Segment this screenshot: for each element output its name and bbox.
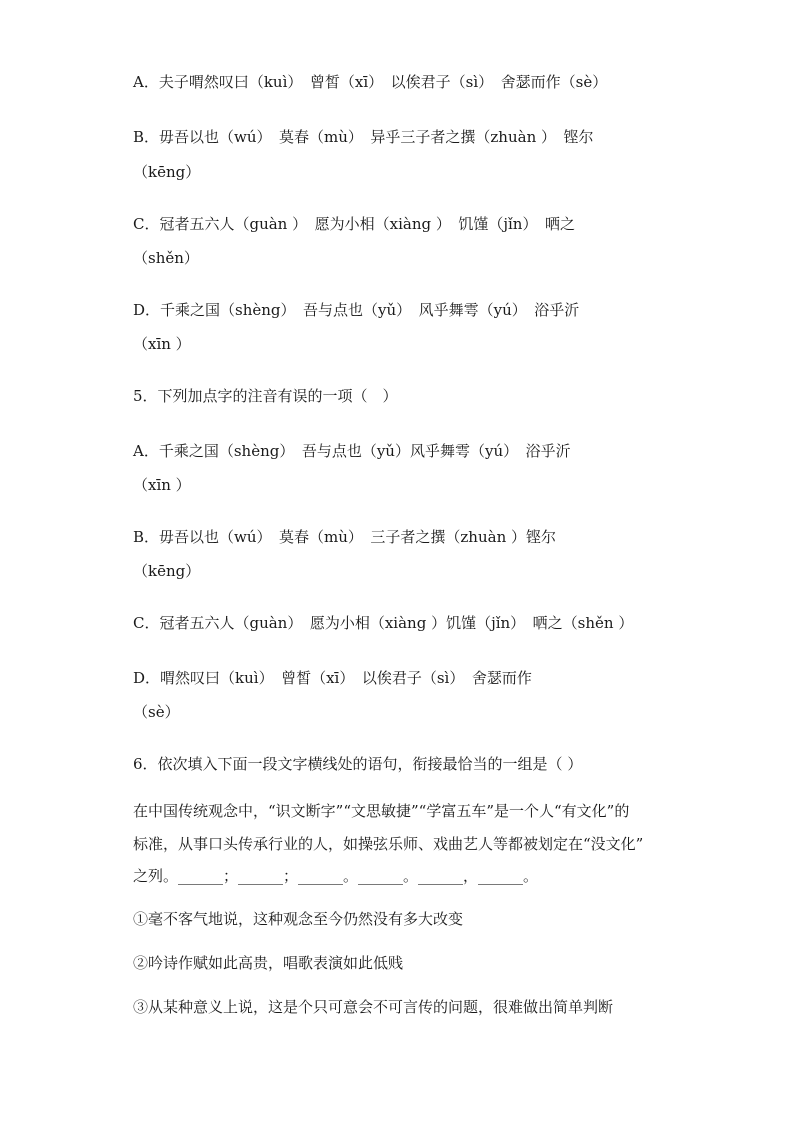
q5-option-a-line2: （xīn ） xyxy=(133,476,191,494)
q6-stem: 6．依次填入下面一段文字横线处的语句，衔接最恰当的一组是（ ） xyxy=(133,755,583,773)
q4-option-a: A．夫子喟然叹曰（kuì） 曾皙（xī） 以俟君子（sì） 舍瑟而作（sè） xyxy=(133,73,608,91)
q6-passage-line1: 在中国传统观念中，“识文断字”“文思敏捷”“学富五车”是一个人“有文化”的 xyxy=(133,802,630,820)
q6-option-1: ①毫不客气地说，这种观念至今仍然没有多大改变 xyxy=(133,910,464,928)
q4-option-b-line1: B．毋吾以也（wú） 莫春（mù） 异乎三子者之撰（zhuàn ） 铿尔 xyxy=(133,128,594,146)
q5-option-d-line1: D．喟然叹曰（kuì） 曾皙（xī） 以俟君子（sì） 舍瑟而作 xyxy=(133,669,532,687)
q6-option-3: ③从某种意义上说，这是个只可意会不可言传的问题，很难做出简单判断 xyxy=(133,998,614,1016)
q5-option-c: C．冠者五六人（guàn） 愿为小相（xiàng ）饥馑（jǐn） 哂之（shěn ） xyxy=(133,614,634,632)
q6-passage-line3: 之列。______；______；______。______。______，______。 xyxy=(133,867,539,885)
q4-option-c-line1: C．冠者五六人（guàn ） 愿为小相（xiàng ） 饥馑（jǐn） 哂之 xyxy=(133,215,575,233)
q5-option-b-line1: B．毋吾以也（wú） 莫春（mù） 三子者之撰（zhuàn ）铿尔 xyxy=(133,528,557,546)
q4-option-d-line1: D．千乘之国（shèng） 吾与点也（yǔ） 风乎舞雩（yú） 浴乎沂 xyxy=(133,301,580,319)
q6-passage-line2: 标准，从事口头传承行业的人，如操弦乐师、戏曲艺人等都被划定在“没文化” xyxy=(133,835,644,853)
q5-option-a-line1: A．千乘之国（shèng） 吾与点也（yǔ）风乎舞雩（yú） 浴乎沂 xyxy=(133,442,571,460)
q4-option-d-line2: （xīn ） xyxy=(133,335,191,353)
q5-stem: 5．下列加点字的注音有误的一项（ ） xyxy=(133,387,398,405)
q4-option-b-line2: （kēng） xyxy=(133,163,201,181)
q4-option-c-line2: （shěn） xyxy=(133,249,199,267)
q6-option-2: ②吟诗作赋如此高贵，唱歌表演如此低贱 xyxy=(133,954,404,972)
q5-option-d-line2: （sè） xyxy=(133,703,180,721)
q5-option-b-line2: （kēng） xyxy=(133,562,201,580)
